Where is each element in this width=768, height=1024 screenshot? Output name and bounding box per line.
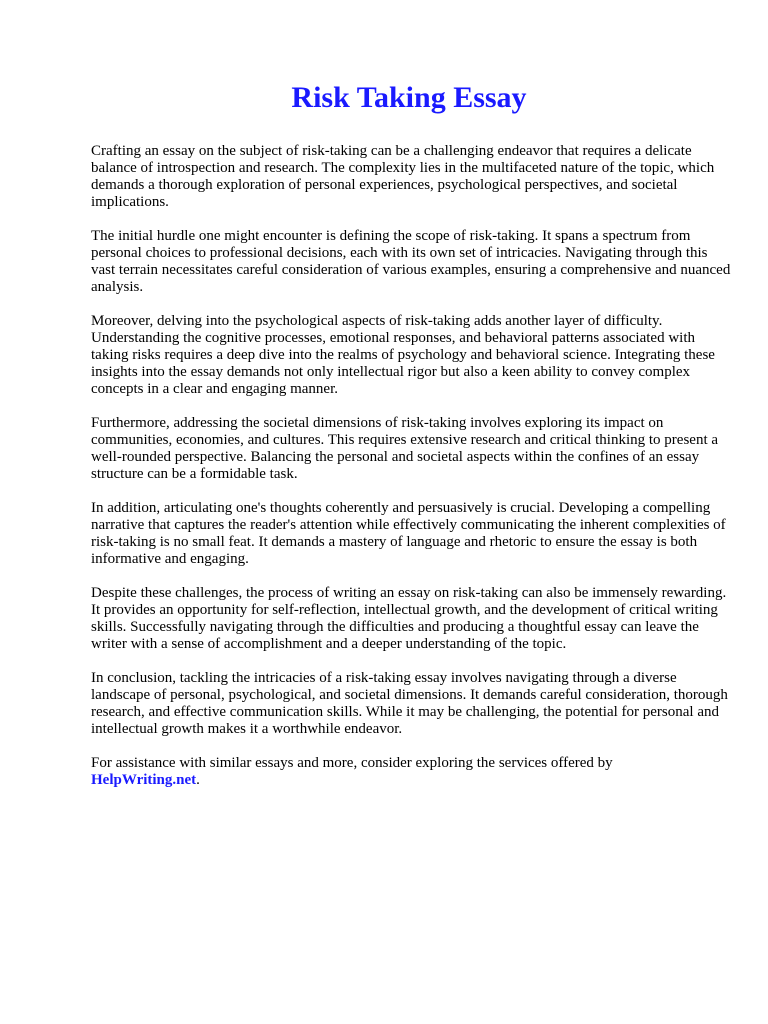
paragraph-3: Moreover, delving into the psychological aspects of risk-taking adds another layer of difficulty. Understanding the cognitive processes, emotional responses, and behavioral patterns associated with taking risks requires a deep dive into the realms of psychology and behavioral science. Integrating these insights into the essay demands not only intellectual rigor but also a keen ability to convey complex concepts in a clear and engaging manner.	[91, 313, 715, 397]
paragraph-6: Despite these challenges, the process of writing an essay on risk-taking can also be immensely rewarding. It provides an opportunity for self-reflection, intellectual growth, and the development of critical writing skills. Successfully navigating through the difficulties and producing a thoughtful essay can leave the writer with a sense of accomplishment and a deeper understanding of the topic.	[91, 585, 727, 652]
closing-paragraph	[91, 755, 731, 789]
paragraph-4: Furthermore, addressing the societal dimensions of risk-taking involves exploring its impact on communities, economies, and cultures. This requires extensive research and critical thinking to present a well-rounded perspective. Balancing the personal and societal aspects within the confines of an essay structure can be a formidable task.	[91, 415, 719, 482]
paragraph-2: The initial hurdle one might encounter is defining the scope of risk-taking. It spans a spectrum from personal choices to professional decisions, each with its own set of intricacies. Navigating through this vast terrain necessitates careful consideration of various examples, ensuring a comprehensive and nuanced analysis.	[91, 228, 731, 295]
closing-text: For assistance with similar essays and more, consider exploring the services offered by	[91, 755, 613, 771]
paragraph-7: In conclusion, tackling the intricacies of a risk-taking essay involves navigating through a diverse landscape of personal, psychological, and societal dimensions. It demands careful consideration, thorough research, and effective communication skills. While it may be challenging, the potential for personal and intellectual growth makes it a worthwhile endeavor.	[91, 670, 728, 737]
page-title: Risk Taking Essay	[291, 81, 527, 114]
closing-period: .	[196, 772, 200, 788]
paragraph-5: In addition, articulating one's thoughts coherently and persuasively is crucial. Developing a compelling narrative that captures the reader's attention while effectively communicating the inherent complexities of risk-taking is no small feat. It demands a mastery of language and rhetoric to ensure the essay is both informative and engaging.	[91, 500, 726, 567]
helpwriting-link[interactable]: HelpWriting.net	[91, 772, 197, 788]
paragraph-1: Crafting an essay on the subject of risk-taking can be a challenging endeavor that requires a delicate balance of introspection and research. The complexity lies in the multifaceted nature of the topic, which demands a thorough exploration of personal experiences, psychological perspectives, and societal implications.	[91, 143, 715, 210]
essay-body	[91, 143, 731, 806]
